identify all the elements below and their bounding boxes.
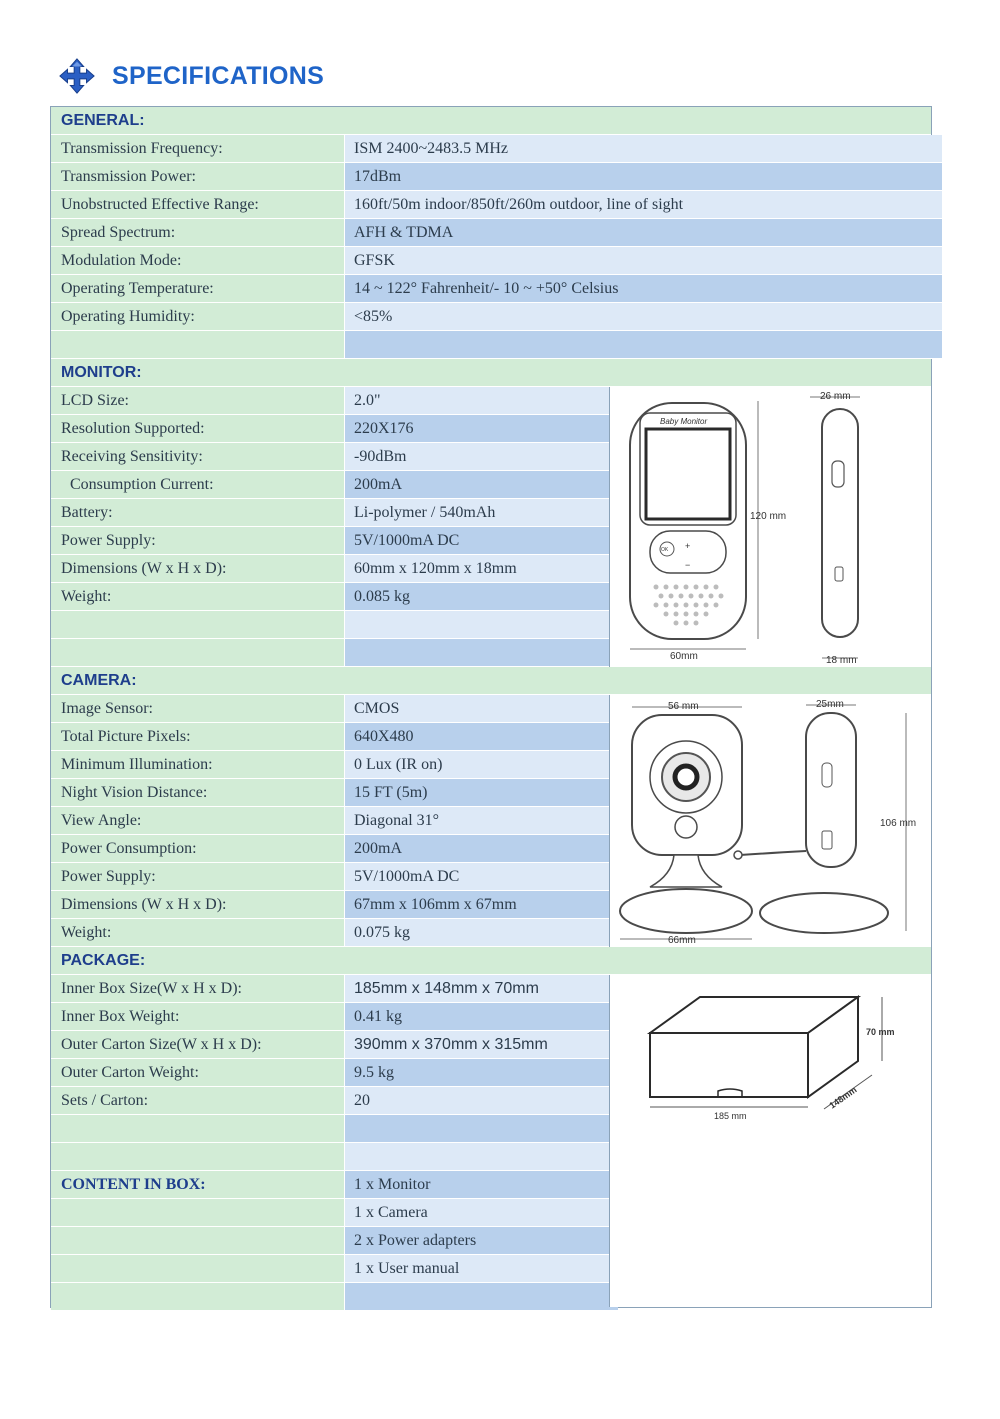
spec-row (51, 443, 618, 471)
spec-label: Inner Box Weight: (51, 1003, 345, 1031)
spec-value: 20 (345, 1087, 618, 1115)
spec-value: Diagonal 31° (345, 807, 618, 835)
monitor-diagram (609, 387, 931, 667)
section-heading-package: PACKAGE: (51, 947, 931, 975)
monitor-height-label: 120 mm (750, 511, 787, 522)
spec-row (51, 807, 618, 835)
spec-row-empty (51, 331, 942, 359)
camera-width-top-label: 56 mm (668, 701, 699, 712)
spec-row (51, 275, 942, 303)
spec-row (51, 471, 618, 499)
monitor-depth-bottom-label: 18 mm (826, 655, 857, 666)
monitor-width-label: 60mm (670, 651, 698, 662)
spec-label: Consumption Current: (51, 471, 345, 499)
content-item: 1 x Camera (345, 1199, 618, 1227)
spec-row (51, 303, 942, 331)
spec-value: ISM 2400~2483.5 MHz (345, 135, 942, 163)
spec-value: 5V/1000mA DC (345, 863, 618, 891)
spec-row (51, 723, 618, 751)
spec-row-empty (51, 1115, 618, 1143)
spec-row (51, 1087, 618, 1115)
content-row (51, 1255, 618, 1283)
content-row (51, 1199, 618, 1227)
page-title: SPECIFICATIONS (112, 61, 325, 90)
spec-row (51, 387, 618, 415)
content-item: 1 x Monitor (345, 1171, 618, 1199)
spec-label: Night Vision Distance: (51, 779, 345, 807)
spec-label: Dimensions (W x H x D): (51, 891, 345, 919)
camera-dimension-drawing (610, 695, 932, 947)
spec-value: 640X480 (345, 723, 618, 751)
box-height-label: 70 mm (866, 1027, 895, 1037)
camera-height-label: 106 mm (880, 818, 917, 829)
box-width-label: 185 mm (714, 1111, 747, 1121)
spec-row-empty (51, 1143, 618, 1171)
spec-row (51, 975, 618, 1003)
spec-row (51, 163, 942, 191)
spec-row (51, 1003, 618, 1031)
svg-text:−: − (685, 560, 691, 570)
spec-label: Outer Carton Size(W x H x D): (51, 1031, 345, 1059)
spec-value: <85% (345, 303, 942, 331)
section-heading-camera: CAMERA: (51, 667, 931, 695)
content-row (51, 1227, 618, 1255)
spec-row (51, 1059, 618, 1087)
spec-label: View Angle: (51, 807, 345, 835)
spec-row (51, 695, 618, 723)
spec-value: 0.075 kg (345, 919, 618, 947)
spec-row (51, 247, 942, 275)
spec-row (51, 555, 618, 583)
spec-label: Power Supply: (51, 527, 345, 555)
spec-row-empty (51, 1283, 618, 1311)
spec-label: Power Consumption: (51, 835, 345, 863)
spec-value: 9.5 kg (345, 1059, 618, 1087)
spec-value: -90dBm (345, 443, 618, 471)
spec-label: Operating Temperature: (51, 275, 345, 303)
spec-label: Spread Spectrum: (51, 219, 345, 247)
spec-row (51, 135, 942, 163)
spec-value: Li-polymer / 540mAh (345, 499, 618, 527)
content-item: 1 x User manual (345, 1255, 618, 1283)
spec-label: Total Picture Pixels: (51, 723, 345, 751)
spec-label: Resolution Supported: (51, 415, 345, 443)
camera-diagram (609, 695, 931, 947)
monitor-dimension-drawing (610, 387, 932, 667)
section-heading-monitor: MONITOR: (51, 359, 931, 387)
spec-value: 200mA (345, 471, 618, 499)
spec-row (51, 779, 618, 807)
spec-label: Operating Humidity: (51, 303, 345, 331)
svg-text:+: + (685, 541, 691, 551)
spec-value: 200mA (345, 835, 618, 863)
spec-row (51, 891, 618, 919)
box-dimension-drawing (610, 975, 932, 1135)
spec-label: Weight: (51, 919, 345, 947)
screen-label: Baby Monitor (660, 417, 708, 426)
spec-value: GFSK (345, 247, 942, 275)
spec-value: 2.0" (345, 387, 618, 415)
spec-row-empty (51, 611, 618, 639)
spec-label: Sets / Carton: (51, 1087, 345, 1115)
spec-row (51, 1031, 618, 1059)
spec-label: Modulation Mode: (51, 247, 345, 275)
camera-base-width-label: 66mm (668, 935, 696, 946)
spec-row (51, 863, 618, 891)
spec-value: 15 FT (5m) (345, 779, 618, 807)
spec-row (51, 751, 618, 779)
ok-label: OK (661, 547, 669, 553)
spec-value: 185mm x 148mm x 70mm (345, 975, 618, 1003)
spec-label: Power Supply: (51, 863, 345, 891)
spec-value: 0.085 kg (345, 583, 618, 611)
spec-row (51, 191, 942, 219)
spec-label: Receiving Sensitivity: (51, 443, 345, 471)
spec-value: AFH & TDMA (345, 219, 942, 247)
spec-label: Minimum Illumination: (51, 751, 345, 779)
spec-row (51, 499, 618, 527)
spec-label: Image Sensor: (51, 695, 345, 723)
content-item: 2 x Power adapters (345, 1227, 618, 1255)
spec-value: 14 ~ 122° Fahrenheit/- 10 ~ +50° Celsius (345, 275, 942, 303)
spec-label: LCD Size: (51, 387, 345, 415)
box-depth-label: 148mm (827, 1084, 859, 1111)
spec-row (51, 835, 618, 863)
page-header (58, 56, 324, 96)
spec-value: 160ft/50m indoor/850ft/260m outdoor, line of sight (345, 191, 942, 219)
content-row (51, 1171, 618, 1199)
spec-label: Inner Box Size(W x H x D): (51, 975, 345, 1003)
camera-depth-top-label: 25mm (816, 699, 844, 710)
spec-value: 60mm x 120mm x 18mm (345, 555, 618, 583)
spec-value: 220X176 (345, 415, 618, 443)
spec-row (51, 415, 618, 443)
spec-row (51, 919, 618, 947)
spec-label: Battery: (51, 499, 345, 527)
spec-value: 390mm x 370mm x 315mm (345, 1031, 618, 1059)
spec-value: CMOS (345, 695, 618, 723)
spec-value: 67mm x 106mm x 67mm (345, 891, 618, 919)
spec-label: Transmission Frequency: (51, 135, 345, 163)
package-diagram (609, 975, 931, 1307)
spec-row-empty (51, 639, 618, 667)
spec-label: Unobstructed Effective Range: (51, 191, 345, 219)
spec-label: Transmission Power: (51, 163, 345, 191)
spec-label: Weight: (51, 583, 345, 611)
monitor-depth-top-label: 26 mm (820, 391, 851, 402)
spec-value: 5V/1000mA DC (345, 527, 618, 555)
section-heading-general: GENERAL: (51, 107, 931, 135)
four-arrows-move-icon (58, 57, 96, 95)
content-heading: CONTENT IN BOX: (51, 1171, 345, 1199)
spec-row (51, 527, 618, 555)
spec-row (51, 583, 618, 611)
spec-label: Dimensions (W x H x D): (51, 555, 345, 583)
spec-sheet (50, 106, 932, 1308)
spec-label: Outer Carton Weight: (51, 1059, 345, 1087)
spec-value: 0.41 kg (345, 1003, 618, 1031)
spec-row (51, 219, 942, 247)
spec-value: 17dBm (345, 163, 942, 191)
spec-value: 0 Lux (IR on) (345, 751, 618, 779)
